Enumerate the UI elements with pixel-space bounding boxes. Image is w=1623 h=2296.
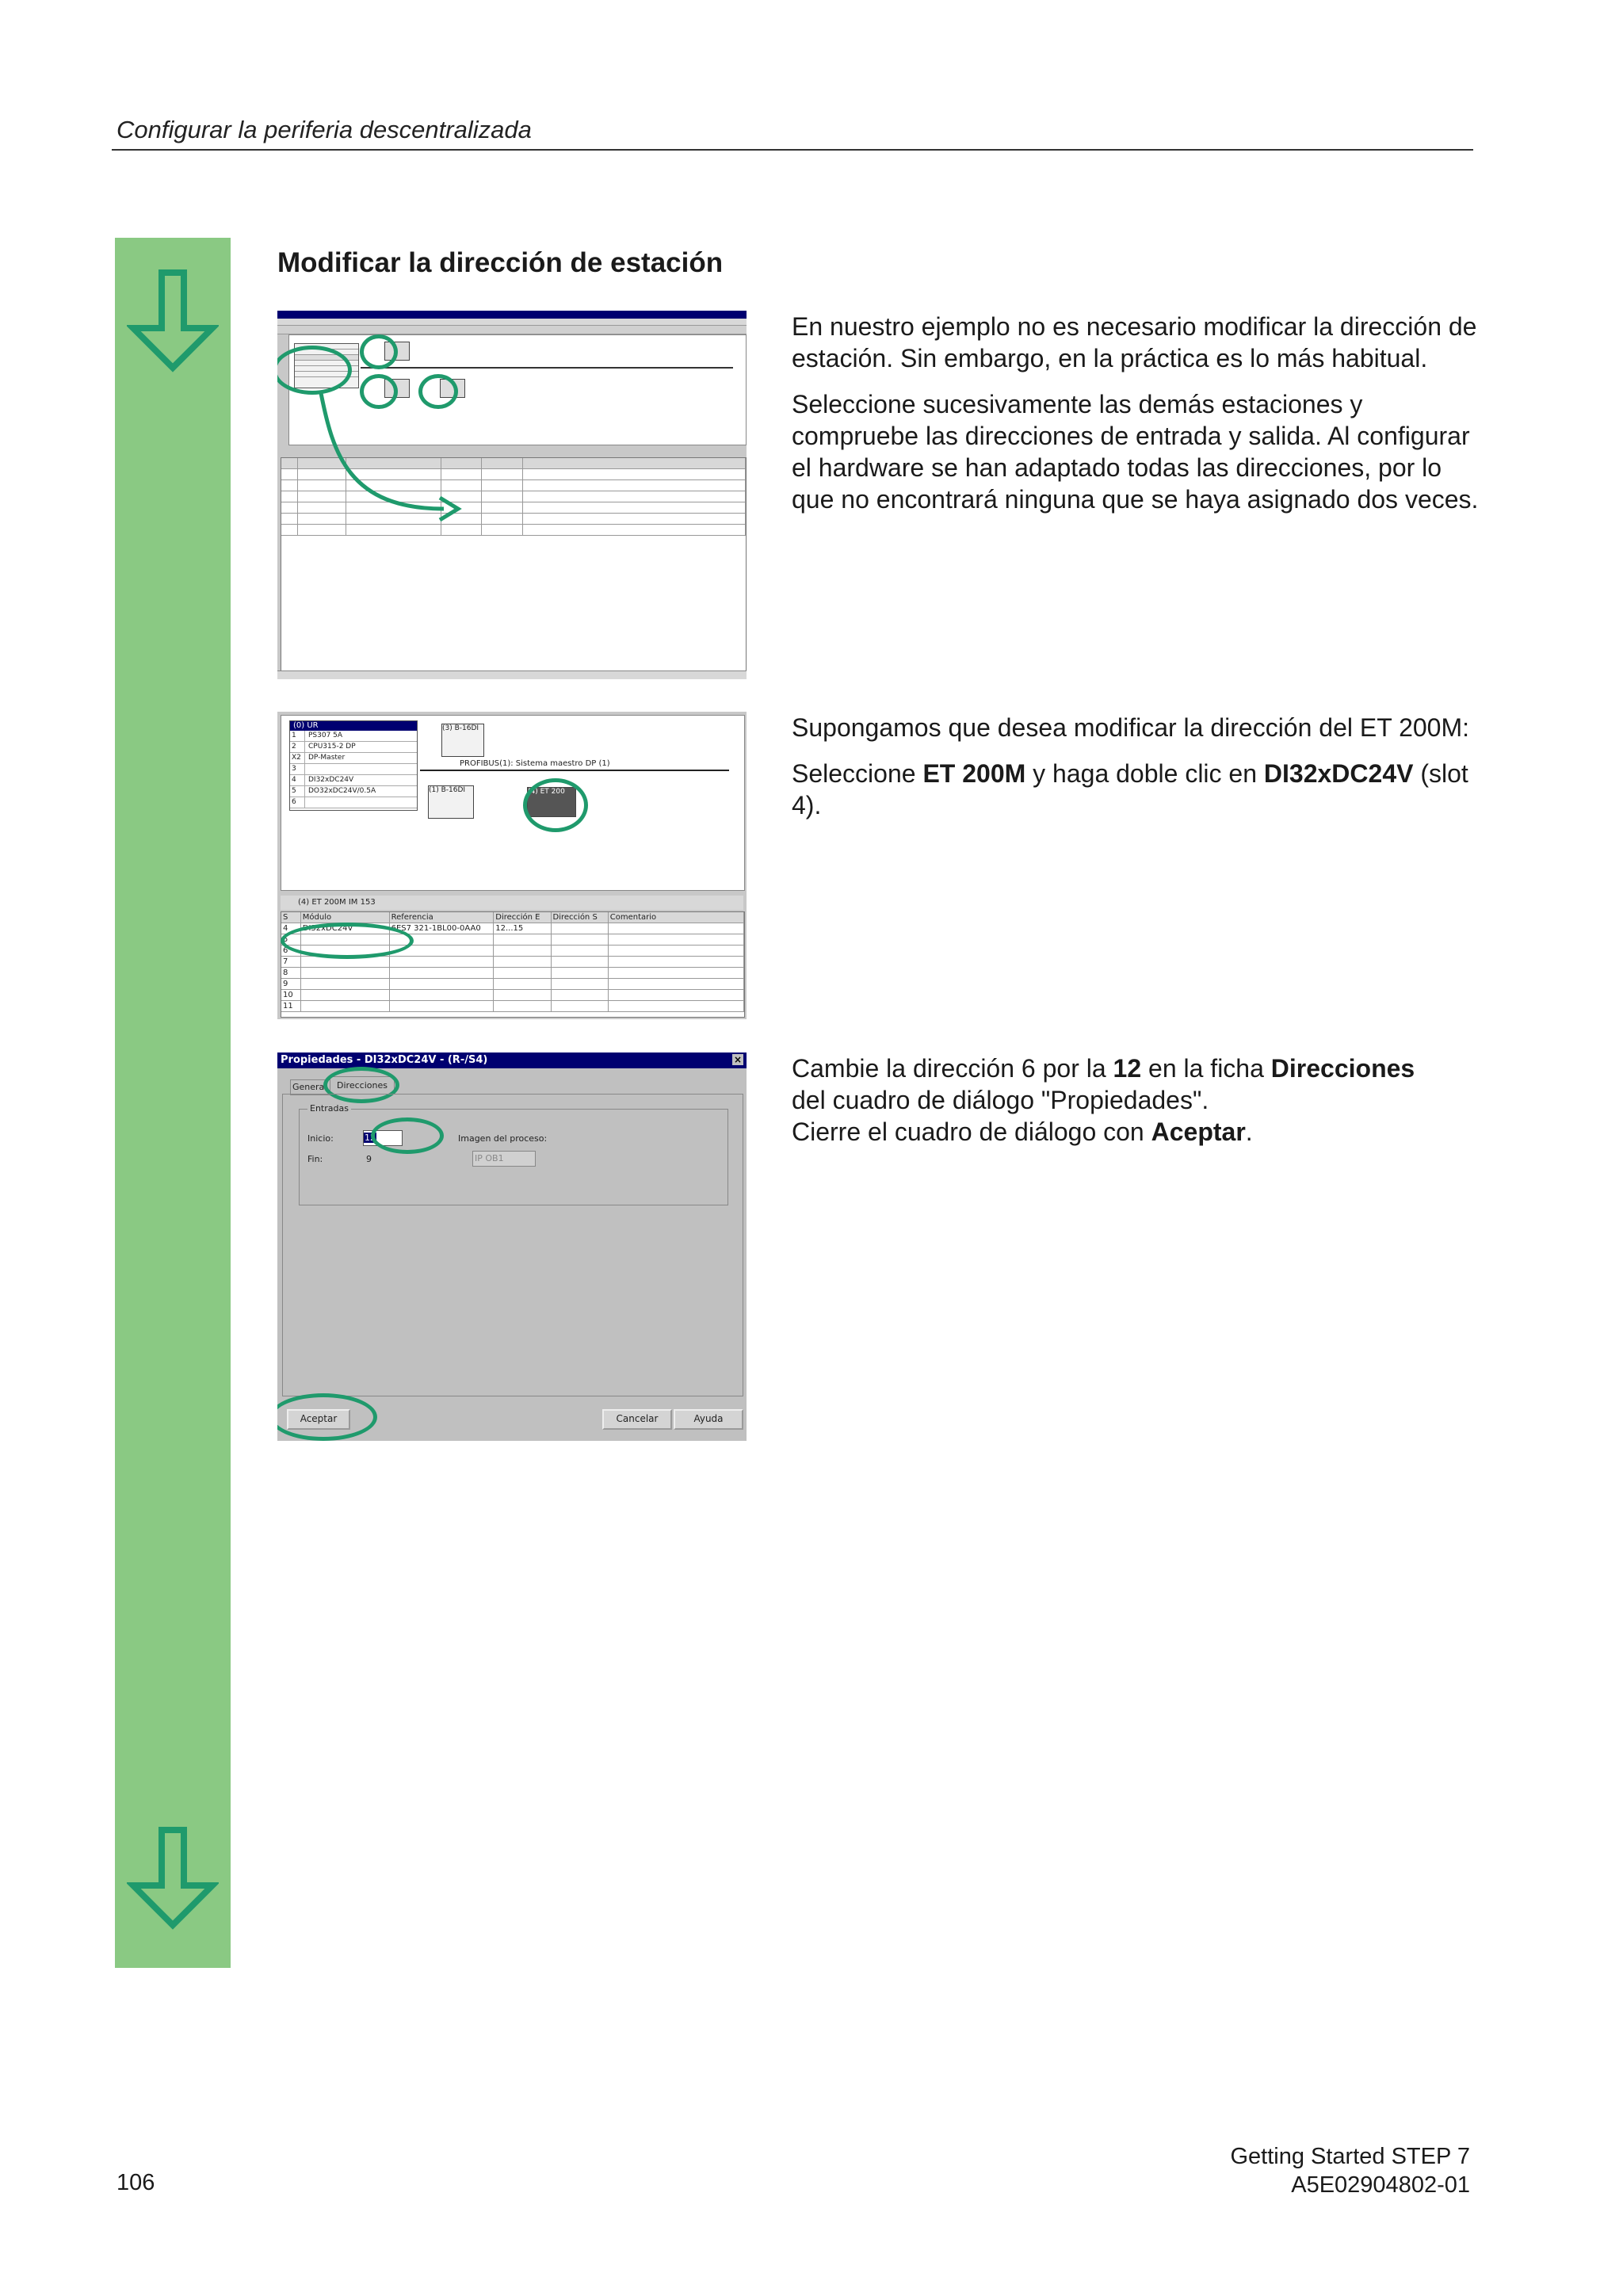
tab-general[interactable]: General (290, 1079, 331, 1095)
table-header-cell: Dirección E (494, 912, 551, 923)
slot-number: 7 (281, 957, 301, 967)
help-button[interactable]: Ayuda (674, 1409, 743, 1430)
bus-label: PROFIBUS(1): Sistema maestro DP (1) (460, 759, 610, 768)
tab-addresses[interactable]: Direcciones (330, 1076, 395, 1095)
highlight-ring (523, 778, 588, 832)
end-label: Fin: (307, 1154, 323, 1164)
table-header-cell: Referencia (390, 912, 495, 923)
rack-slot-row[interactable]: 3 (290, 764, 417, 775)
rack-title: (0) UR (290, 721, 417, 731)
rack-slot-row[interactable]: 5 DO32xDC24V/0.5A (290, 786, 417, 797)
slot-number: 8 (281, 968, 301, 978)
slot-number: 6 (281, 946, 301, 956)
table-row[interactable] (281, 968, 744, 979)
step-2-paragraph-2: Seleccione ET 200M y haga doble clic en DI32xDC24V (slot 4). (792, 759, 1468, 819)
profibus-line (420, 770, 729, 771)
et200m-node-label: (4) ET 200 (528, 788, 565, 796)
header-divider (112, 149, 1473, 151)
highlight-ring (371, 1117, 444, 1154)
table-header-cell: S (281, 912, 301, 923)
slot-number: 5 (281, 934, 301, 945)
highlight-ring (277, 1393, 377, 1441)
inputs-group-label: Entradas (307, 1103, 351, 1114)
start-address-value: 12 (365, 1133, 376, 1143)
footer-doc-id: A5E02904802-01 (1291, 2172, 1470, 2198)
rack-slot-row[interactable]: 2 CPU315-2 DP (290, 742, 417, 753)
table-row[interactable] (281, 1001, 744, 1012)
process-image-label: Imagen del proceso: (458, 1133, 548, 1144)
running-header: Configurar la periferia descentralizada (116, 116, 532, 143)
slot-number: 11 (281, 1001, 301, 1011)
slot-number: 10 (281, 990, 301, 1000)
highlight-ring (281, 923, 414, 959)
step-3-line-1: Cambie la dirección 6 por la 12 en la ficha Direcciones (792, 1054, 1415, 1083)
rack-slot-row[interactable]: 4 DI32xDC24V (290, 775, 417, 786)
rack-slot-list (290, 731, 417, 808)
table-row[interactable] (281, 990, 744, 1001)
footer-doc-info (1230, 2142, 1470, 2199)
cancel-button[interactable]: Cancelar (602, 1409, 672, 1430)
footer-doc-title: Getting Started STEP 7 (1230, 2144, 1470, 2169)
step-1-paragraph-2: Seleccione sucesivamente las demás estaciones y compruebe las direcciones de entrada y salida. Al configurar el hardware se han adaptado todas las direcciones, por lo que no encontrará ninguna que se haya asignado dos veces. (792, 390, 1479, 514)
table-header-cell: Comentario (609, 912, 744, 923)
start-label: Inicio: (307, 1133, 334, 1144)
procedure-bar (115, 238, 231, 1968)
table-header-cell: Dirección S (552, 912, 609, 923)
down-arrow-icon-bottom (127, 1827, 219, 1930)
slave-node-bottom-label: (1) B-16DI (429, 786, 466, 794)
step-3-text (792, 1052, 1489, 1148)
dialog-titlebar (277, 1052, 747, 1068)
table-row[interactable] (281, 979, 744, 990)
et200m-screenshot (277, 712, 747, 1019)
rack-slot-row[interactable]: 1 PS307 5A (290, 731, 417, 742)
detail-title: (4) ET 200M IM 153 (281, 896, 743, 910)
step-3-line-2: del cuadro de diálogo "Propiedades". (792, 1086, 1209, 1114)
properties-dialog-screenshot (277, 1052, 747, 1441)
section-title: Modificar la dirección de estación (277, 247, 724, 278)
hw-config-screenshot (277, 311, 747, 679)
rack-slot-row[interactable]: 6 (290, 797, 417, 808)
slot-number: 9 (281, 979, 301, 989)
slave-node-top-label: (3) B-16DI (442, 724, 479, 732)
step-3-line-3: Cierre el cuadro de diálogo con Aceptar. (792, 1117, 1253, 1146)
step-2-text (792, 712, 1489, 835)
rack-slot-row[interactable]: X2 DP-Master (290, 753, 417, 764)
slave-node-bottom[interactable] (428, 785, 474, 819)
step-1-text (792, 311, 1489, 529)
step-1-paragraph-1: En nuestro ejemplo no es necesario modificar la dirección de estación. Sin embargo, en la práctica es lo más habitual. (792, 312, 1477, 372)
pointer-arrow-icon (277, 311, 747, 679)
slave-node-top[interactable] (441, 724, 484, 757)
end-address-value: 9 (366, 1154, 372, 1164)
step-2-paragraph-1: Supongamos que desea modificar la dirección del ET 200M: (792, 713, 1470, 742)
table-row-selected[interactable]: 4 DI32xDC24V 6ES7 321-1BL00-0AA0 12...15 (281, 923, 744, 934)
ok-button[interactable]: Aceptar (287, 1409, 350, 1430)
rack-window (289, 720, 418, 811)
table-header-cell: Módulo (301, 912, 390, 923)
dialog-title: Propiedades - DI32xDC24V - (R-/S4) (281, 1054, 488, 1066)
close-icon[interactable]: × (733, 1054, 743, 1065)
inputs-group (299, 1103, 728, 1205)
tab-panel (282, 1094, 743, 1396)
process-image-select[interactable]: IP OB1 (472, 1151, 536, 1167)
page-number: 106 (116, 2170, 155, 2195)
down-arrow-icon-top (127, 269, 219, 372)
station-view (281, 715, 745, 891)
